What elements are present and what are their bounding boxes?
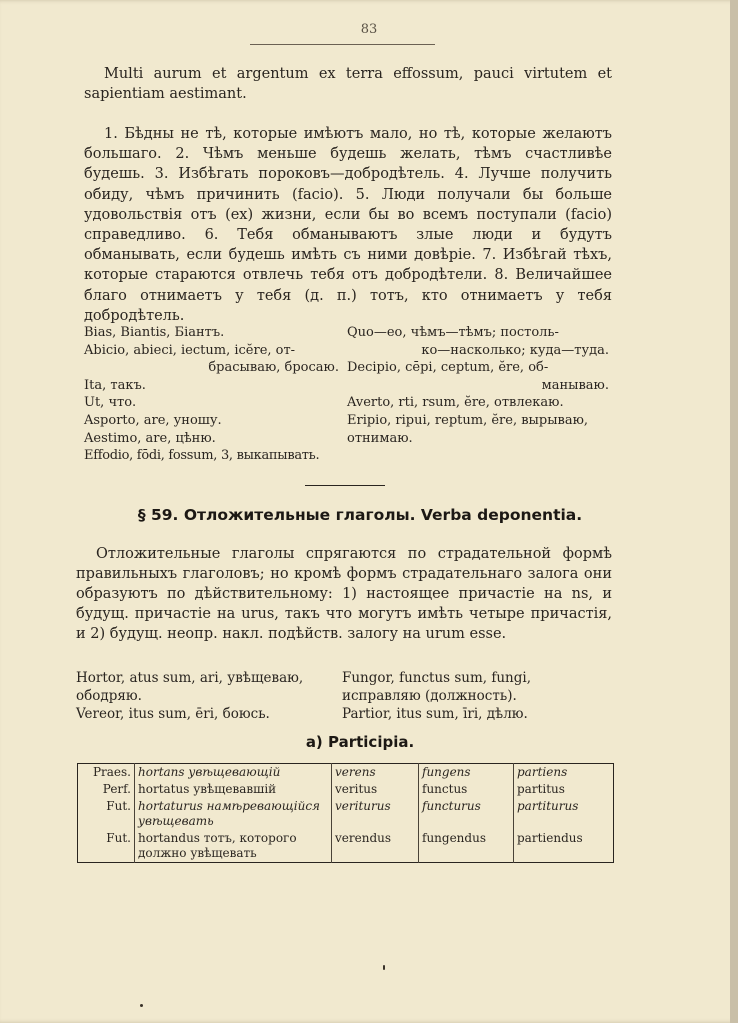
table-cell: verens (332, 764, 419, 782)
vocab-entry: ко—насколько; куда—туда. (421, 342, 609, 358)
table-cell: partiturus (517, 799, 579, 813)
section-heading: § 59. Отложительные глаголы. Verba deponentia. (137, 506, 583, 524)
vocab-entry: Ut, что. (84, 395, 137, 411)
vocab-entry: Abicio, abieci, iectum, icĕre, от- (84, 342, 296, 358)
table-row (78, 781, 614, 798)
page-edge (730, 0, 738, 1023)
vocab-right-column (347, 324, 609, 447)
table-cell: hortaturus намѣревающійся увѣщевать (135, 798, 332, 830)
vocab-entry: Ita, такъ. (84, 377, 146, 393)
table-row (78, 798, 614, 830)
vocab-entry: Averto, rti, rsum, ĕre, отвлекаю. (347, 395, 564, 411)
header-rule (250, 44, 435, 45)
tense-label: Perf. (78, 781, 135, 798)
vocab-entry: Eripio, ripui, reptum, ĕre, вырываю, отнимаю. (347, 412, 589, 446)
vocab-entry: Asporto, are, уношу. (84, 412, 222, 428)
table-cell: partiendus (517, 831, 583, 845)
tense-label: Praes. (78, 764, 135, 782)
russian-exercise: 1. Бѣдны не тѣ, которые имѣютъ мало, но тѣ, которые желаютъ большаго. 2. Чѣмъ меньше будешь желать, тѣмъ счастливѣе будешь. 3. Избѣгать пороковъ—добродѣтель. 4. Лучше получить обиду, чѣмъ причинить (facio). 5. Люди получали бы больше удовольствія отъ (ex) жизни, если бы во всемъ поступали (facio) справедливо. 6. Тебя обманываютъ злые люди и будутъ обманывать, если будешь имѣть съ ними довѣріе. 7. Избѣгай тѣхъ, которые стараются отвлечь тебя отъ добродѣтели. 8. Величайшее благо отнимаетъ у тебя (д. п.) тотъ, кто отнимаетъ у тебя добродѣтель. (84, 126, 612, 324)
participia-table (77, 763, 614, 863)
vocab-entry: Decipio, cēpi, ceptum, ĕre, об- (347, 360, 549, 376)
table-cell: veritus (332, 781, 419, 798)
table-cell: verendus (332, 830, 419, 863)
examples-right-column (342, 669, 612, 723)
page-number: 83 (360, 22, 378, 37)
section-text: Отложительные глаголы спрягаются по страдательной формѣ правильныхъ глаголовъ; но кромѣ формъ страдательнаго залога они образуютъ по дѣйствительному: 1) настоящее причастіе на ns, и будущ. причастіе на urus, такъ что могутъ имѣть четыре причастія, и 2) будущ. неопр. накл. подѣйств. залогу на urum esse. (76, 546, 612, 642)
vocab-entry: Bias, Biantis, Біантъ. (84, 325, 225, 340)
latin-sentence: Multi aurum et argentum ex terra effossum, pauci virtutem et sapientiam aestimant. (84, 66, 612, 102)
table-cell: veriturus (332, 798, 419, 830)
example-verb: Partior, itus sum, īri, дѣлю. (342, 706, 528, 722)
table-cell: partitus (517, 782, 565, 796)
table-cell: functus (419, 781, 514, 798)
table-cell: functurus (419, 798, 514, 830)
table-row (78, 830, 614, 863)
examples-left-column (76, 669, 331, 723)
vocab-entry: Quo—eo, чѣмъ—тѣмъ; постоль- (347, 325, 559, 340)
table-cell: fungendus (419, 830, 514, 863)
print-speck (140, 1004, 143, 1007)
vocab-entry: манываю. (541, 377, 609, 393)
tense-label: Fut. (78, 798, 135, 830)
table-row (78, 764, 614, 782)
vocab-entry: Aestimo, are, цѣню. (84, 430, 216, 446)
table-cell: hortatus увѣщевавшій (135, 781, 332, 798)
vocab-left-column (84, 324, 339, 465)
table-cell: partiens (517, 765, 568, 779)
subheading: a) Participia. (305, 733, 415, 751)
vocab-entry: брасываю, бросаю. (208, 360, 339, 376)
print-speck (383, 965, 385, 970)
example-verb: Hortor, atus sum, ari, увѣщеваю, ободряю. (76, 670, 304, 704)
table-cell: fungens (419, 764, 514, 782)
table-cell: hortandus тотъ, которого должно увѣщевать (135, 830, 332, 863)
section-divider (305, 485, 385, 486)
example-verb: Fungor, functus sum, fungi, исправляю (должность). (342, 670, 532, 704)
example-verb: Vereor, itus sum, ēri, боюсь. (76, 706, 270, 722)
vocab-entry: Effodio, fōdi, fossum, 3, выкапывать. (84, 448, 320, 464)
table-cell: hortans увѣщевающій (135, 764, 332, 782)
tense-label: Fut. (78, 830, 135, 863)
